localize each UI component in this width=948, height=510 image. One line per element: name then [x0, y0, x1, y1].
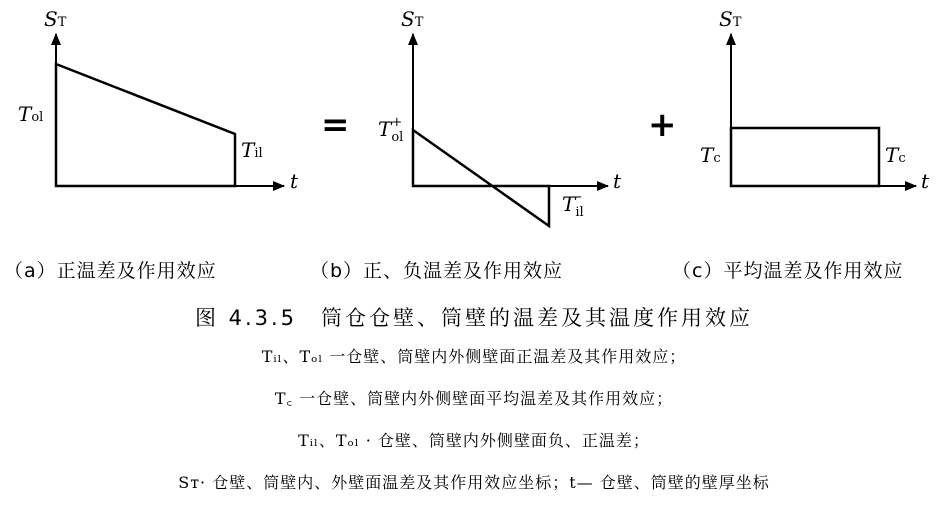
panel-a — [18, 7, 299, 193]
panel-b-caption: （b）正、负温差及作用效应 — [310, 260, 564, 282]
legend-note-1: Tᵢₗ、Tₒₗ 一仓壁、筒壁内外侧壁面正温差及其作用效应； — [261, 347, 687, 366]
legend-note-4: Sᴛ· 仓壁、筒壁内、外壁面温差及其作用效应坐标；t— 仓壁、筒壁的壁厚坐标 — [178, 473, 770, 492]
panel-b-left-value-label: $T_{ol}+$ — [378, 115, 404, 145]
panel-c-caption: （c）平均温差及作用效应 — [672, 260, 904, 282]
panel-c-y-axis-label: ST — [719, 7, 742, 31]
panel-b-effect-diagram — [413, 130, 549, 226]
figure-title: 图 4.3.5 筒仓仓壁、筒壁的温差及其温度作用效应 — [194, 306, 754, 330]
panel-c-effect-diagram — [731, 128, 879, 186]
panel-a-effect-diagram — [56, 64, 235, 186]
plus-sign: + — [648, 105, 677, 145]
panel-c-x-axis-label: t — [921, 169, 930, 193]
panel-b-x-axis-label: t — [613, 169, 622, 193]
panel-c — [700, 7, 930, 193]
panel-b — [378, 7, 622, 226]
panel-a-x-axis-label: t — [290, 169, 299, 193]
panel-b-right-value-label: $T_{il}-$ — [562, 190, 584, 220]
legend-note-3: Tᵢₗ、Tₒₗ · 仓壁、筒壁内外侧壁面负、正温差； — [298, 431, 650, 450]
panel-c-left-value-label: Tc — [700, 143, 721, 167]
equals-sign: = — [321, 105, 350, 145]
panel-a-left-value-label: Tol — [18, 102, 44, 126]
panel-a-caption: （a）正温差及作用效应 — [4, 260, 217, 282]
panel-a-right-value-label: Til — [241, 138, 263, 162]
panel-a-y-axis-label: ST — [44, 7, 67, 31]
panel-c-right-value-label: Tc — [885, 143, 906, 167]
legend-note-2: T꜀ 一仓壁、筒壁内外侧壁面平均温差及其作用效应； — [274, 389, 674, 408]
panel-b-y-axis-label: ST — [401, 7, 424, 31]
